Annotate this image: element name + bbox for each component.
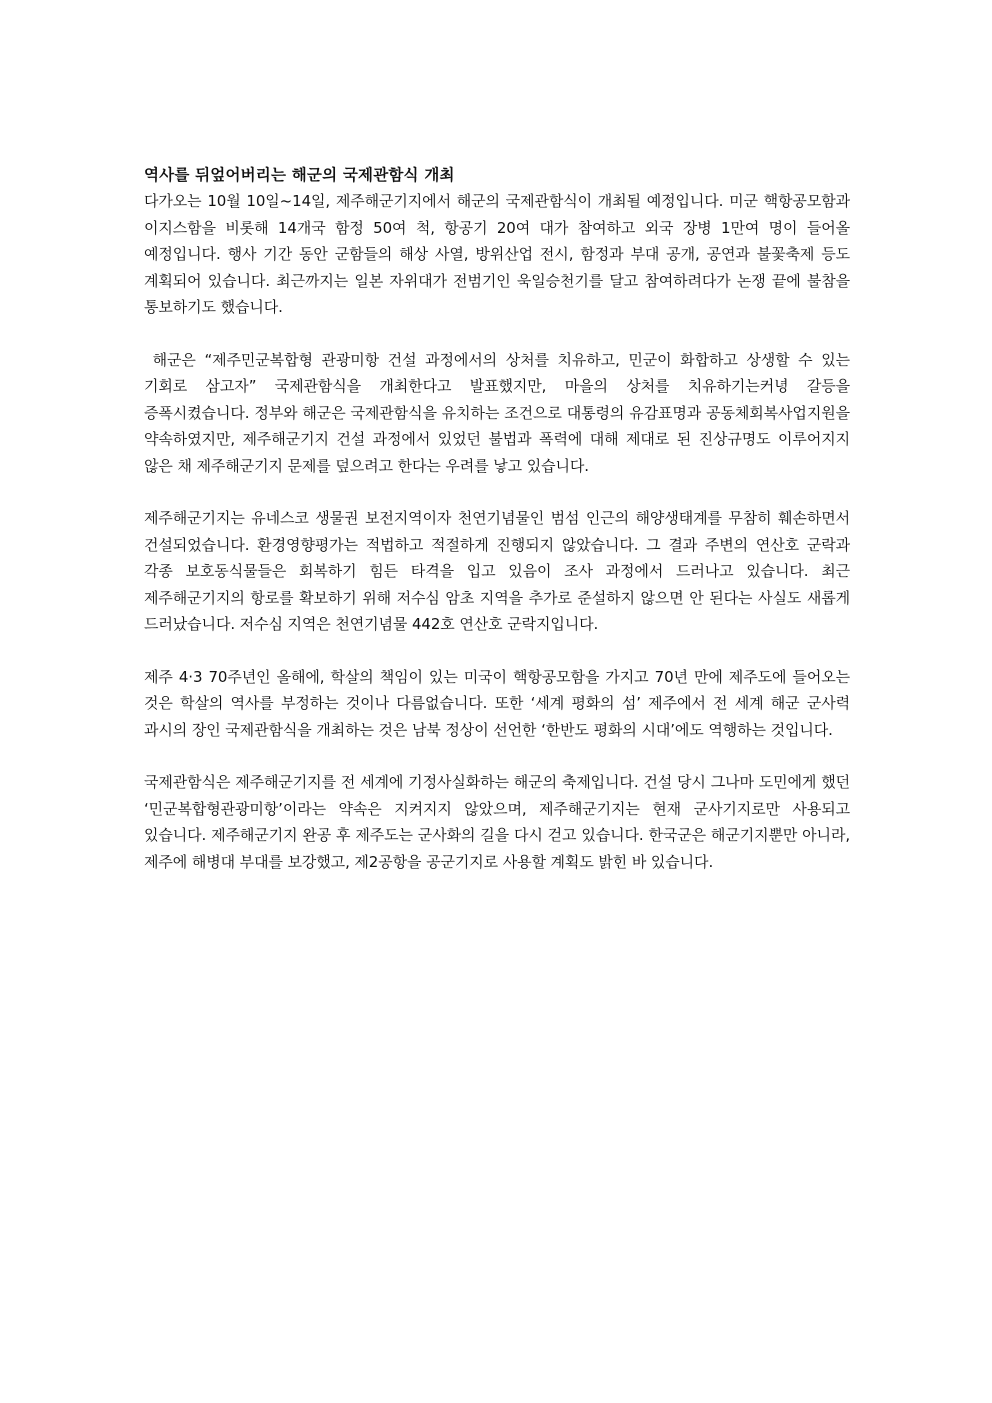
paragraph-jeju-43: 제주 4·3 70주년인 올해에, 학살의 책임이 있는 미국이 핵항공모함을 가지고 70년 만에 제주도에 들어오는 것은 학살의 역사를 부정하는 것이나 다름없습니다. 또한 ‘세계 평화의 섬’ 제주에서 전 세계 해군 군사력 과시의 장인 국제관함식을 개최하는 것은 남북 정상이 선언한 ‘한반도 평화의 시대’에도 역행하는 것입니다. [144, 667, 850, 739]
paragraph-environment: 제주해군기지는 유네스코 생물권 보전지역이자 천연기념물인 범섬 인근의 해양생태계를 무참히 훼손하면서 건설되었습니다. 환경영향평가는 적법하고 적절하게 진행되지 않았습니다. 그 결과 주변의 연산호 군락과 각종 보호동식물들은 회복하기 힘든 타격을 입고 있음이 조사 과정에서 드러나고 있습니다. 최근 제주해군기지의 항로를 확보하기 위해 저수심 암초 지역을 추가로 준설하지 않으면 안 된다는 사실도 새롭게 드러났습니다. 저수심 지역은 천연기념물 442호 연산호 군락지입니다. [144, 509, 850, 633]
document-body [144, 162, 855, 901]
paragraph-navy-statement: 해군은 “제주민군복합형 관광미항 건설 과정에서의 상처를 치유하고, 민군이 화합하고 상생할 수 있는 기회로 삼고자” 국제관함식을 개최한다고 발표했지만, 마을의 상처를 치유하기는커녕 갈등을 증폭시켰습니다. 정부와 해군은 국제관함식을 유치하는 조건으로 대통령의 유감표명과 공동체회복사업지원을 약속하였지만, 제주해군기지 건설 과정에서 있었던 불법과 폭력에 대해 제대로 된 진상규명도 이루어지지 않은 채 제주해군기지 문제를 덮으려고 한다는 우려를 낳고 있습니다. [144, 350, 855, 475]
paragraph-militarization: 국제관함식은 제주해군기지를 전 세계에 기정사실화하는 해군의 축제입니다. 건설 당시 그나마 도민에게 했던 ‘민군복합형관광미항’이라는 약속은 지켜지지 않았으며, 제주해군기지는 현재 군사기지로만 사용되고 있습니다. 제주해군기지 완공 후 제주도는 군사화의 길을 다시 걷고 있습니다. 한국군은 해군기지뿐만 아니라, 제주에 해병대 부대를 보강했고, 제2공항을 공군기지로 사용할 계획도 밝힌 바 있습니다. [144, 773, 850, 871]
document-title: 역사를 뒤엎어버리는 해군의 국제관함식 개최 [144, 166, 455, 184]
paragraph-intro: 다가오는 10월 10일~14일, 제주해군기지에서 해군의 국제관함식이 개최될 예정입니다. 미군 핵항공모함과 이지스함을 비롯해 14개국 함정 50여 척, 항공기 20여 대가 참여하고 외국 장병 1만여 명이 들어올 예정입니다. 행사 기간 동안 군함들의 해상 사열, 방위산업 전시, 함정과 부대 공개, 공연과 불꽃축제 등도 계획되어 있습니다. 최근까지는 일본 자위대가 전범기인 욱일승천기를 달고 참여하려다가 논쟁 끝에 불참을 통보하기도 했습니다. [144, 192, 850, 316]
